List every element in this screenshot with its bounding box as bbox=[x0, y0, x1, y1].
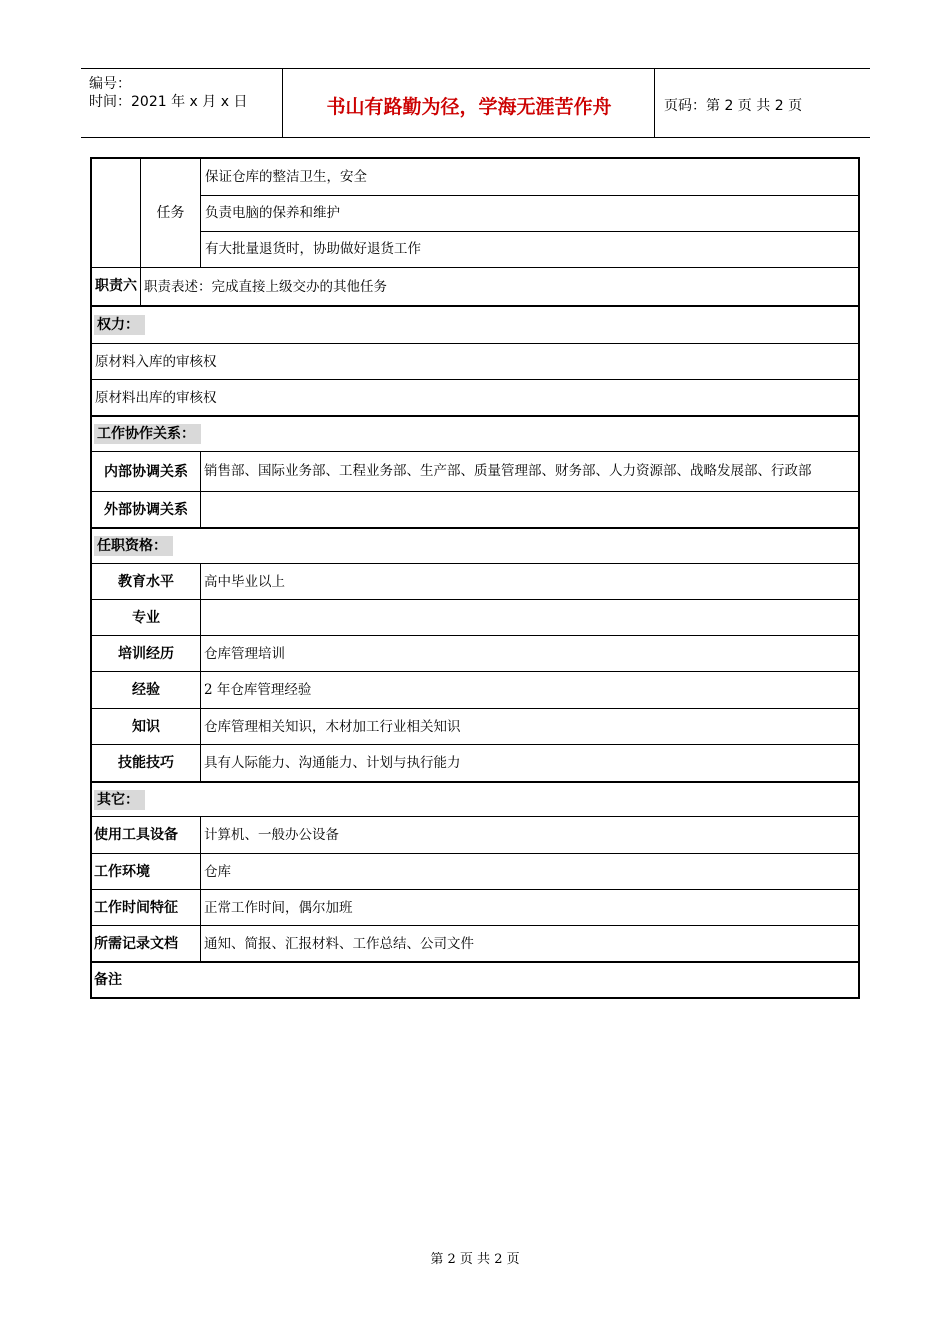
training-label: 培训经历 bbox=[118, 645, 174, 662]
major-value bbox=[204, 600, 854, 635]
major-label: 专业 bbox=[132, 609, 160, 626]
training-value: 仓库管理培训 bbox=[204, 645, 285, 662]
work-time-label: 工作时间特征 bbox=[94, 899, 178, 916]
column-divider bbox=[140, 267, 141, 305]
other-section-title bbox=[94, 783, 494, 816]
skills-label: 技能技巧 bbox=[118, 755, 174, 771]
internal-relations-value: 销售部、国际业务部、工程业务部、生产部、质量管理部、财务部、人力资源部、战略发展部、行政部 bbox=[204, 463, 812, 479]
education-value: 高中毕业以上 bbox=[204, 573, 285, 590]
powers-title-text: 权力： bbox=[94, 315, 145, 335]
external-relations-label: 外部协调关系 bbox=[104, 501, 188, 518]
page-footer: 第 2 页 共 2 页 bbox=[430, 1252, 520, 1267]
column-divider bbox=[200, 451, 201, 527]
page-header bbox=[81, 68, 870, 138]
skills-value: 具有人际能力、沟通能力、计划与执行能力 bbox=[204, 755, 461, 771]
remarks-label: 备注 bbox=[94, 972, 122, 988]
work-time-value: 正常工作时间，偶尔加班 bbox=[204, 899, 353, 916]
documents-value: 通知、简报、汇报材料、工作总结、公司文件 bbox=[204, 935, 474, 952]
documents-label: 所需记录文档 bbox=[94, 935, 178, 952]
header-page-info: 页码：第 2 页 共 2 页 bbox=[664, 98, 803, 114]
job-description-table bbox=[90, 157, 860, 999]
other-title-text: 其它： bbox=[94, 790, 145, 810]
task-item: 负责电脑的保养和维护 bbox=[205, 205, 340, 221]
education-label: 教育水平 bbox=[118, 573, 174, 590]
relations-section-title bbox=[94, 417, 494, 451]
tools-label: 使用工具设备 bbox=[94, 827, 178, 843]
duty6-label: 职责六 bbox=[95, 278, 137, 294]
qualifications-title-text: 任职资格： bbox=[94, 536, 173, 556]
powers-section-title bbox=[94, 307, 494, 343]
environment-label: 工作环境 bbox=[94, 863, 150, 880]
tools-value: 计算机、一般办公设备 bbox=[204, 827, 339, 843]
power-item: 原材料入库的审核权 bbox=[95, 353, 217, 370]
experience-label: 经验 bbox=[132, 682, 160, 698]
knowledge-label: 知识 bbox=[132, 718, 160, 735]
column-divider bbox=[200, 563, 201, 781]
task-item: 保证仓库的整洁卫生，安全 bbox=[205, 169, 367, 185]
environment-value: 仓库 bbox=[204, 863, 231, 880]
task-item: 有大批量退货时，协助做好退货工作 bbox=[205, 241, 421, 257]
knowledge-value: 仓库管理相关知识，木材加工行业相关知识 bbox=[204, 718, 461, 735]
internal-relations-label: 内部协调关系 bbox=[104, 463, 188, 480]
serial-number-label: 编号： bbox=[89, 76, 131, 92]
qualifications-section-title bbox=[94, 529, 494, 563]
power-item: 原材料出库的审核权 bbox=[95, 389, 217, 406]
date-label: 时间：2021 年 x 月 x 日 bbox=[89, 94, 248, 110]
header-motto: 书山有路勤为径，学海无涯苦作舟 bbox=[326, 96, 612, 118]
experience-value: 2 年仓库管理经验 bbox=[204, 682, 312, 698]
duty6-description: 职责表述：完成直接上级交办的其他任务 bbox=[144, 278, 387, 295]
column-divider bbox=[200, 159, 201, 267]
tasks-label: 任务 bbox=[156, 205, 185, 221]
external-relations-value bbox=[204, 492, 858, 527]
relations-title-text: 工作协作关系： bbox=[94, 424, 201, 444]
